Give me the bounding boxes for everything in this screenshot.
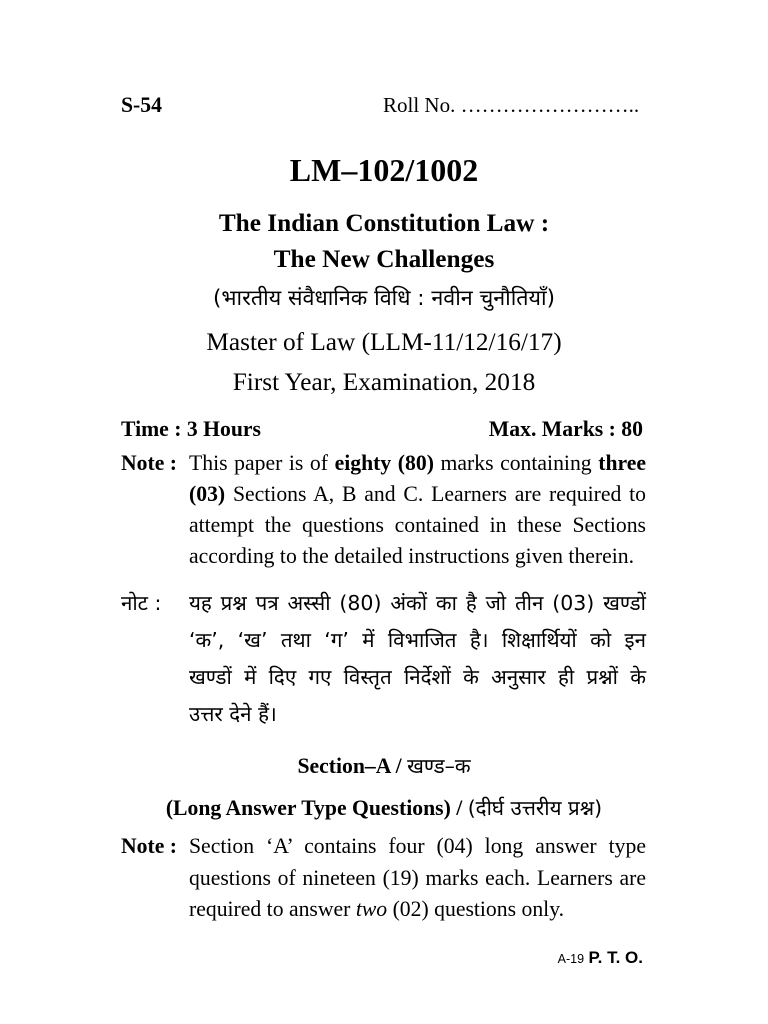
word: खण्डों <box>189 665 232 689</box>
page-footer <box>558 947 643 970</box>
general-note-hindi-label: नोट : <box>121 591 162 615</box>
general-note-label: Note : <box>121 451 177 475</box>
word: है <box>465 591 477 615</box>
section-a-subheading <box>0 792 768 824</box>
word: गए <box>308 665 332 689</box>
word: के <box>630 665 646 689</box>
note-text: Section ‘A’ contains four (04) long answer type <box>189 834 646 858</box>
word: ‘क’, <box>189 628 225 652</box>
word: इन <box>624 628 646 652</box>
word: प्रश्नों <box>586 665 618 689</box>
note-text: This paper is of <box>189 451 335 475</box>
roll-number-field: Roll No. …………………….. <box>383 93 640 117</box>
programme-name: Master of Law (LLM-11/12/16/17) <box>206 328 562 356</box>
word: अंकों <box>390 591 428 615</box>
note-emphasis: eighty (80) <box>334 451 434 475</box>
word: प्रश्न <box>220 591 247 615</box>
exam-info-row <box>121 413 643 445</box>
section-a-note-text <box>189 831 646 926</box>
section-a-title-hindi: खण्ड–क <box>407 754 471 778</box>
paper-code: LM–102/1002 <box>289 152 479 188</box>
subject-title-hindi: (भारतीय संवैधानिक विधि : नवीन चुनौतियाँ) <box>213 286 555 311</box>
word: पत्र <box>255 591 279 615</box>
please-turn-over: P. T. O. <box>588 948 643 967</box>
note-text: marks containing <box>433 451 599 475</box>
hindi-note-line <box>189 585 646 622</box>
word: का <box>435 591 457 615</box>
word: ही <box>557 665 575 689</box>
general-note-line <box>189 541 646 572</box>
hindi-note-line: उत्तर देने हैं। <box>189 702 277 726</box>
note-text: (02) questions only. <box>387 897 565 921</box>
section-note-line <box>189 831 646 863</box>
note-text: according to the detailed instructions given therein. <box>189 544 635 568</box>
word: खण्डों <box>603 591 646 615</box>
section-a-question-type: (Long Answer Type Questions) / <box>165 796 463 820</box>
subject-title-line-1: The Indian Constitution Law : <box>218 209 550 237</box>
word: (80) <box>339 591 382 615</box>
word: ‘ख’ <box>237 628 268 652</box>
word: अनुसार <box>491 665 546 689</box>
word: के <box>463 665 479 689</box>
paper-serial-code: S-54 <box>121 93 162 117</box>
word: विस्तृत <box>343 665 392 689</box>
examination-year: First Year, Examination, 2018 <box>232 368 536 396</box>
hindi-note-line <box>189 659 646 696</box>
time-allowed: Time : 3 Hours <box>121 417 261 441</box>
general-note-line <box>189 510 646 541</box>
word: विभाजित <box>387 628 457 652</box>
note-italic: two <box>355 897 388 921</box>
note-text: required to answer <box>189 897 356 921</box>
note-emphasis: (03) <box>189 482 226 506</box>
section-a-heading <box>0 750 768 782</box>
word: शिक्षार्थियों <box>501 628 577 652</box>
note-text: attempt the questions contained in these Sections <box>189 513 646 537</box>
section-note-line <box>189 894 646 926</box>
sheet-code: A-19 <box>557 952 585 966</box>
subject-title-line-2: The New Challenges <box>273 245 495 273</box>
hindi-note-line <box>189 622 646 659</box>
word: को <box>590 628 612 652</box>
general-note-hindi-text <box>189 585 646 733</box>
general-note-text <box>189 448 646 572</box>
word: ‘ग’ <box>324 628 349 652</box>
word: दिए <box>268 665 297 689</box>
section-note-line <box>189 863 646 895</box>
word: में <box>362 628 375 652</box>
general-note-line <box>189 479 646 510</box>
note-text: Sections A, B and C. Learners are required to <box>225 482 646 506</box>
general-note-line <box>189 448 646 479</box>
note-text: questions of nineteen (19) marks each. Learners are <box>189 865 646 890</box>
note-emphasis: three <box>598 451 646 475</box>
word: तथा <box>280 628 311 652</box>
word: अस्सी <box>287 591 331 615</box>
word: (03) <box>552 591 595 615</box>
max-marks: Max. Marks : 80 <box>488 417 643 441</box>
word: जो <box>485 591 507 615</box>
word: तीन <box>514 591 544 615</box>
word: है। <box>469 628 489 652</box>
section-a-title: Section–A / <box>297 754 402 778</box>
word: निर्देशों <box>403 665 451 689</box>
section-a-question-type-hindi: (दीर्घ उत्तरीय प्रश्न) <box>467 796 603 820</box>
word: यह <box>189 591 212 615</box>
section-a-note-label: Note : <box>121 834 177 858</box>
word: में <box>244 665 257 689</box>
